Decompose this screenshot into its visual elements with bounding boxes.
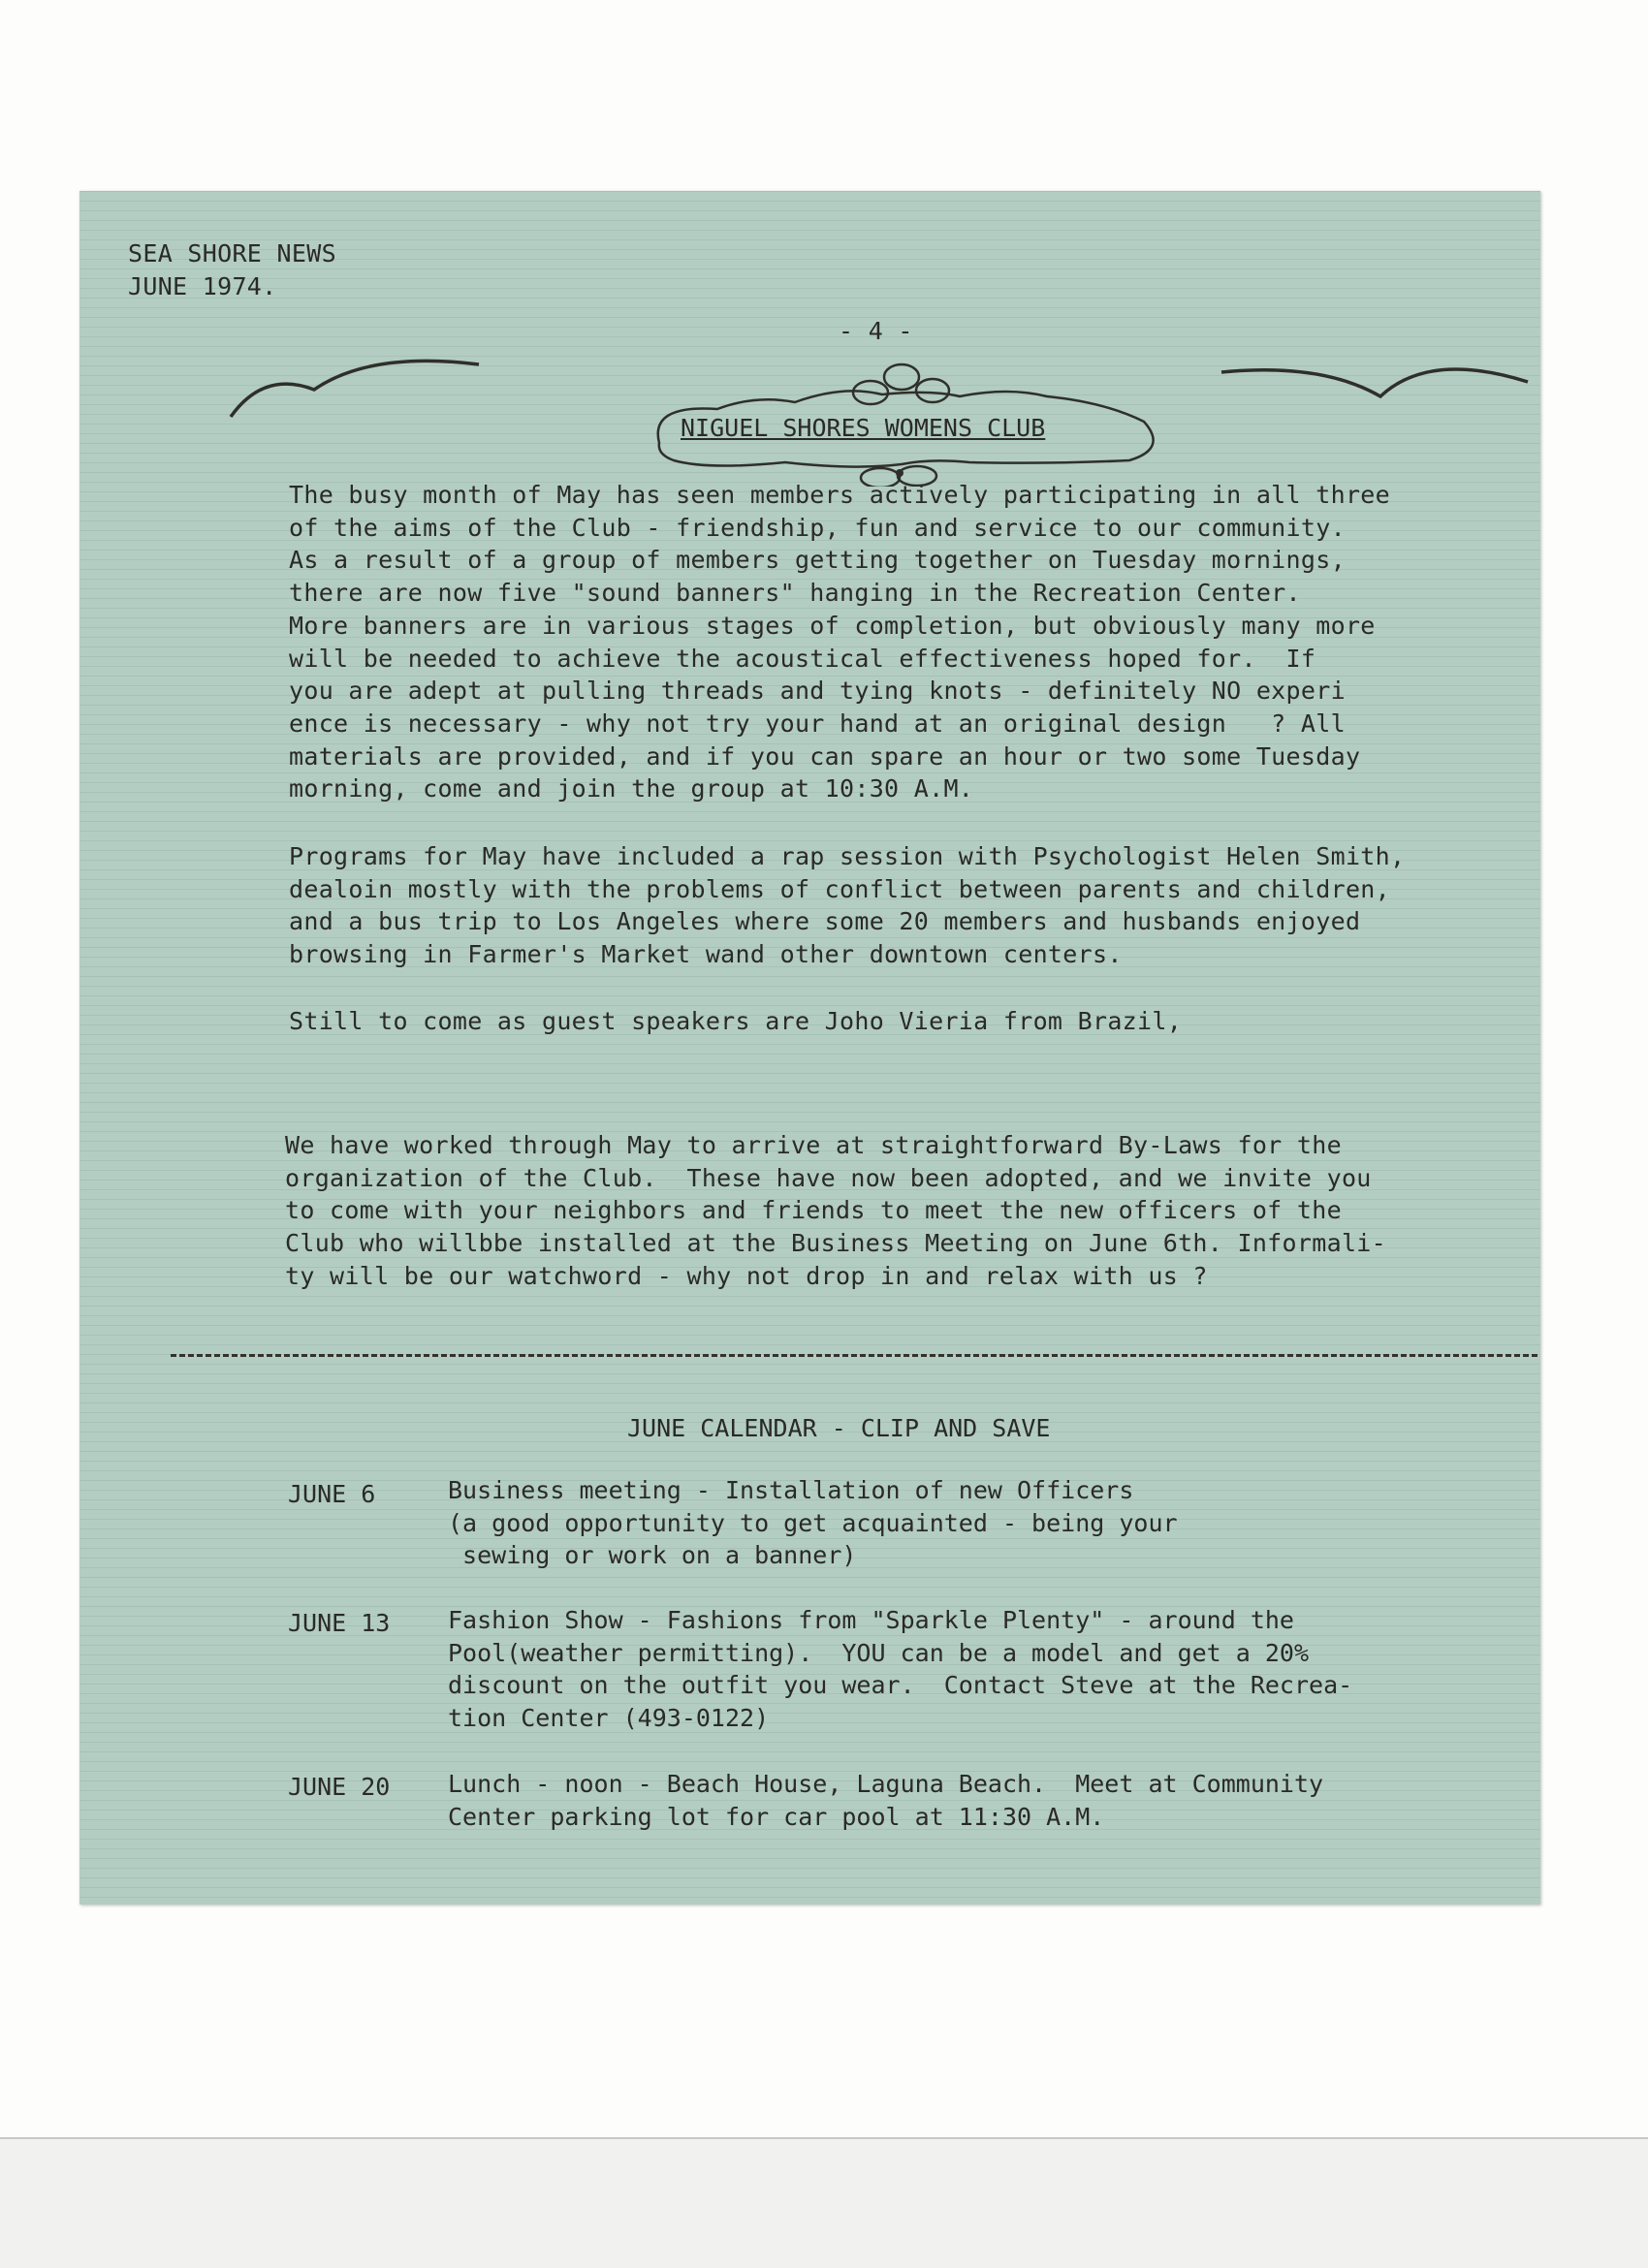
text-line: Programs for May have included a rap session with Psychologist Helen Smith,	[289, 842, 1406, 870]
calendar-entry-text	[448, 1474, 1178, 1572]
text-line: ty will be our watchword - why not drop in and relax with us ?	[285, 1261, 1208, 1290]
calendar-date: JUNE 20	[288, 1773, 391, 1801]
text-line: organization of the Club. These have now been adopted, and we invite you	[285, 1163, 1372, 1192]
text-line: and a bus trip to Los Angeles where some 20 members and husbands enjoyed	[289, 907, 1361, 936]
seagull-left-icon	[225, 343, 487, 421]
newsletter-page	[79, 191, 1540, 1905]
seagull-right-icon	[1216, 343, 1536, 411]
page-number: - 4 -	[839, 317, 913, 345]
paragraph-speakers	[289, 1005, 1182, 1038]
scanner-bottom-strip	[0, 2137, 1648, 2268]
calendar-date: JUNE 6	[288, 1480, 376, 1508]
text-line: discount on the outfit you wear. Contact Steve at the Recrea-	[448, 1671, 1353, 1700]
text-line: will be needed to achieve the acoustical effectiveness hoped for. If	[289, 644, 1316, 673]
text-line: there are now five "sound banners" hanging in the Recreation Center.	[289, 579, 1301, 608]
text-line: materials are provided, and if you can spare an hour or two some Tuesday	[289, 741, 1361, 771]
text-line: Fashion Show - Fashions from "Sparkle Plenty" - around the	[448, 1606, 1294, 1634]
text-line: dealoin mostly with the problems of conflict between parents and children,	[289, 874, 1390, 903]
text-line: morning, come and join the group at 10:30 A.M.	[289, 774, 974, 803]
text-line: of the aims of the Club - friendship, fun and service to our community.	[289, 513, 1346, 542]
text-line: We have worked through May to arrive at straightforward By-Laws for the	[285, 1131, 1342, 1159]
text-line: browsing in Farmer's Market wand other downtown centers.	[289, 940, 1123, 969]
text-line: sewing or work on a banner)	[448, 1541, 857, 1570]
masthead-date: JUNE 1974.	[128, 271, 277, 300]
text-line: As a result of a group of members getting together on Tuesday mornings,	[289, 546, 1346, 575]
paragraph-programs	[289, 840, 1405, 971]
text-line: Still to come as guest speakers are Joho Vieria from Brazil,	[289, 1007, 1183, 1035]
text-line: to come with your neighbors and friends to meet the new officers of the	[285, 1196, 1342, 1225]
calendar-date: JUNE 13	[288, 1609, 391, 1637]
text-line: More banners are in various stages of completion, but obviously many more	[289, 611, 1376, 640]
calendar-entry-text	[448, 1604, 1352, 1735]
text-line: The busy month of May has seen members actively participating in all three	[289, 481, 1390, 509]
text-line: (a good opportunity to get acquainted - being your	[448, 1508, 1178, 1537]
calendar-entry-text	[448, 1768, 1323, 1833]
club-title: NIGUEL SHORES WOMENS CLUB	[681, 414, 1046, 442]
text-line: tion Center (493-0122)	[448, 1704, 770, 1733]
clip-dashed-line	[171, 1354, 1537, 1357]
paragraph-bylaws	[285, 1129, 1386, 1293]
text-line: Club who willbbe installed at the Business Meeting on June 6th. Informali-	[285, 1229, 1386, 1258]
text-line: you are adept at pulling threads and tying knots - definitely NO experi	[289, 677, 1346, 706]
text-line: Center parking lot for car pool at 11:30 A.M.	[448, 1802, 1105, 1831]
text-line: Lunch - noon - Beach House, Laguna Beach. Meet at Community	[448, 1770, 1324, 1798]
text-line: Business meeting - Installation of new Officers	[448, 1476, 1134, 1504]
masthead	[128, 237, 336, 302]
text-line: ence is necessary - why not try your hand at an original design ? All	[289, 709, 1346, 738]
calendar-title: JUNE CALENDAR - CLIP AND SAVE	[627, 1414, 1051, 1442]
paragraph-banners	[289, 479, 1390, 805]
masthead-publication: SEA SHORE NEWS	[128, 239, 336, 268]
text-line: Pool(weather permitting). YOU can be a model and get a 20%	[448, 1638, 1310, 1667]
